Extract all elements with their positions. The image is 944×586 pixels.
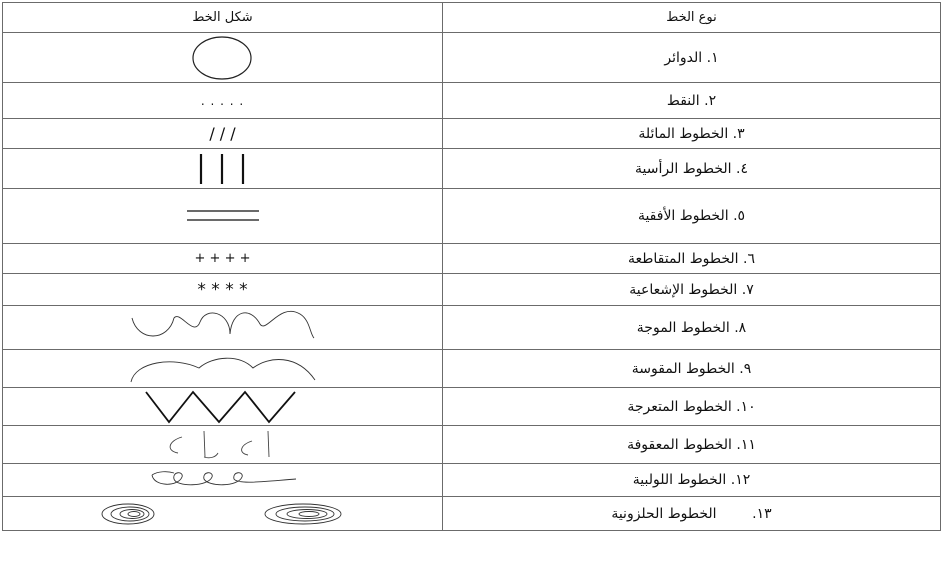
table-row [3,464,941,497]
zigzag-shape [143,389,303,425]
line-type-name: ۷. الخطوط الإشعاعية [443,274,941,306]
shape-cell-horizontal-lines [3,189,443,244]
hooks-shape [148,427,298,463]
shape-cell-plus-signs: + + + + [3,244,443,274]
shape-cell-vertical-bars [3,149,443,189]
shape-cell-slashes: / / / [3,119,443,149]
shape-cell-circle [3,33,443,83]
shape-cell-arcs [3,350,443,388]
table-row [3,388,941,426]
table-row [3,306,941,350]
table-row [3,189,941,244]
shape-cell-asterisks: * * * * [3,274,443,306]
line-type-name: ٥. الخطوط الأفقية [443,189,941,244]
table-row [3,119,941,149]
line-type-name: ۱۲. الخطوط اللولبية [443,464,941,497]
table-row [3,244,941,274]
line-type-name: ۸. الخطوط الموجة [443,306,941,350]
table-row [3,350,941,388]
table-row [3,497,941,531]
table-row [3,149,941,189]
circle-shape [188,35,258,81]
header-shape: شكل الخط [3,3,443,33]
shape-cell-hooks [3,426,443,464]
line-type-name: ۹. الخطوط المقوسة [443,350,941,388]
header-type: نوع الخط [443,3,941,33]
loops-shape [138,465,308,495]
shape-cell-loops [3,464,443,497]
table-row [3,274,941,306]
line-type-name: ۳. الخطوط المائلة [443,119,941,149]
vertical-bars-shape [188,151,258,187]
shape-cell-zigzag [3,388,443,426]
line-type-name: ۱. الدوائر [443,33,941,83]
arcs-shape [123,352,323,386]
table-row [3,426,941,464]
line-type-name: ٤. الخطوط الرأسية [443,149,941,189]
shape-cell-spirals [3,497,443,531]
line-type-name: ۱۱. الخطوط المعقوفة [443,426,941,464]
waves-shape [128,308,318,348]
header-row [3,3,941,33]
line-type-name: ۱۳. الخطوط الحلزونية [443,497,941,531]
spirals-shape [98,499,348,529]
shape-cell-dots: . . . . . [3,83,443,119]
line-type-name: ۲. النقط [443,83,941,119]
line-type-name: ٦. الخطوط المتقاطعة [443,244,941,274]
line-types-table [2,2,941,531]
table-row [3,33,941,83]
shape-cell-waves [3,306,443,350]
line-type-name: ۱۰. الخطوط المتعرجة [443,388,941,426]
horizontal-lines-shape [183,201,263,231]
table-row [3,83,941,119]
